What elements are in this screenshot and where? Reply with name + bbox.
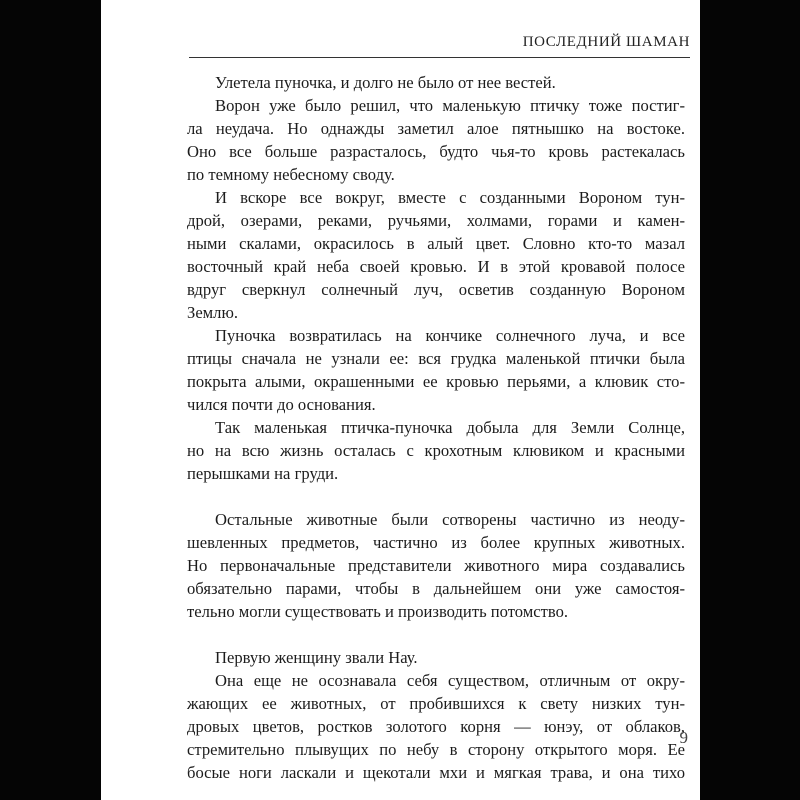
text-line: перышками на груди.	[187, 464, 339, 483]
text-line: шевленных предметов, частично из более крупных животных.	[187, 533, 685, 552]
text-line: стремительно плывущих по небу в сторону открытого моря. Ее	[187, 740, 685, 759]
text-line: обязательно парами, чтобы в дальнейшем они уже самостоя-	[187, 579, 685, 598]
text-line: И вскоре все вокруг, вместе с созданными Вороном тун-	[215, 188, 685, 207]
paragraph	[187, 71, 685, 94]
paragraph	[187, 669, 685, 784]
text-line: жающих ее животных, от пробившихся к свету низких тун-	[187, 694, 685, 713]
page-number: 9	[679, 728, 688, 747]
right-black-margin	[700, 0, 800, 800]
text-line: Пуночка возвратилась на кончике солнечного луча, и все	[215, 326, 685, 345]
paragraph	[187, 646, 685, 669]
text-line: Так маленькая птичка-пуночка добыла для Земли Солнце,	[215, 418, 685, 437]
book-page	[101, 0, 700, 800]
paragraph	[187, 186, 685, 324]
running-head: ПОСЛЕДНИЙ ШАМАН	[522, 34, 690, 50]
text-line: покрыта алыми, окрашенными ее кровью перьями, а клювик сто-	[187, 372, 685, 391]
body-text	[187, 71, 685, 784]
text-line: Землю.	[187, 303, 239, 322]
text-line: чился почти до основания.	[187, 395, 376, 414]
text-line: Оно все больше разрасталось, будто чья-то кровь растекалась	[187, 142, 685, 161]
text-line: тельно могли существовать и производить потомство.	[187, 602, 569, 621]
text-line: ла неудача. Но однажды заметил алое пятнышко на востоке.	[187, 119, 685, 138]
text-line: восточный край неба своей кровью. И в этой кровавой полосе	[187, 257, 685, 276]
header-rule	[189, 57, 690, 58]
text-line: босые ноги ласкали и щекотали мхи и мягкая трава, и она тихо	[187, 763, 685, 782]
text-line: по темному небесному своду.	[187, 165, 395, 184]
text-line: вдруг сверкнул солнечный луч, осветив созданную Вороном	[187, 280, 685, 299]
text-line: Она еще не осознавала себя существом, отличным от окру-	[215, 671, 685, 690]
text-line: Ворон уже было решил, что маленькую птичку тоже постиг-	[215, 96, 685, 115]
paragraph-gap	[187, 485, 685, 508]
text-line: Улетела пуночка, и долго не было от нее вестей.	[215, 73, 556, 92]
paragraph-gap	[187, 623, 685, 646]
text-line: Первую женщину звали Нау.	[215, 648, 418, 667]
text-line: но на всю жизнь осталась с крохотным клювиком и красными	[187, 441, 685, 460]
paragraph	[187, 94, 685, 186]
text-line: ными скалами, окрасилось в алый цвет. Словно кто-то мазал	[187, 234, 685, 253]
paragraph	[187, 508, 685, 623]
text-line: дрой, озерами, реками, ручьями, холмами, горами и камен-	[187, 211, 685, 230]
text-line: Но первоначальные представители животного мира создавались	[187, 556, 685, 575]
paragraph	[187, 324, 685, 416]
text-line: дровых цветов, ростков золотого корня — юнэу, от облаков,	[187, 717, 685, 736]
text-line: птицы сначала не узнали ее: вся грудка маленькой птички была	[187, 349, 685, 368]
left-black-margin	[0, 0, 101, 800]
text-line: Остальные животные были сотворены частично из неоду-	[215, 510, 685, 529]
paragraph	[187, 416, 685, 485]
